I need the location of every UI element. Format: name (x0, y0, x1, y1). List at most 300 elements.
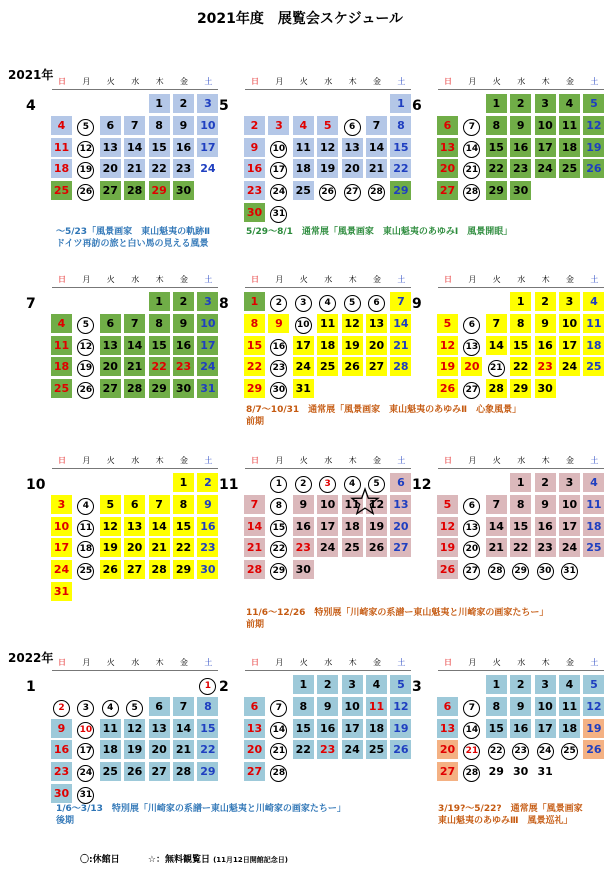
weekday-header: 火 (299, 658, 308, 667)
day-cell: 10 (559, 495, 580, 514)
closed-day-cell: 26 (75, 181, 96, 200)
closed-day-cell: 12 (75, 138, 96, 157)
year-label-2021: 2021年 (8, 68, 54, 82)
month-label: 12 (412, 477, 432, 493)
day-cell: 20 (342, 159, 363, 178)
weekday-header: 月 (82, 77, 91, 86)
day-cell: 24 (535, 159, 556, 178)
day-cell: 27 (437, 762, 458, 781)
weekday-header: 金 (180, 658, 188, 667)
closed-day-cell: 5 (124, 697, 145, 716)
closed-day-cell: 25 (75, 560, 96, 579)
month-calendar-11 (219, 455, 417, 615)
day-cell: 9 (268, 314, 289, 333)
day-cell: 4 (293, 116, 314, 135)
day-cell: 15 (293, 719, 314, 738)
day-cell: 25 (342, 538, 363, 557)
weekday-header: 月 (468, 456, 477, 465)
day-cell: 24 (317, 538, 338, 557)
closed-day-cell: 19 (75, 159, 96, 178)
closed-day-cell: 29 (510, 560, 531, 579)
day-cell: 22 (173, 538, 194, 557)
day-cell: 3 (535, 94, 556, 113)
day-cell: 24 (559, 538, 580, 557)
day-cell: 15 (149, 336, 170, 355)
day-cell: 25 (583, 538, 604, 557)
closed-day-cell: 15 (268, 517, 289, 536)
day-cell: 13 (124, 517, 145, 536)
month-calendar-12 (412, 455, 610, 615)
day-cell: 15 (510, 517, 531, 536)
day-cell: 19 (583, 138, 604, 157)
day-cell: 6 (149, 697, 170, 716)
closed-day-cell: 28 (461, 181, 482, 200)
day-cell: 20 (437, 159, 458, 178)
closed-day-cell: 24 (75, 762, 96, 781)
day-cell: 12 (583, 697, 604, 716)
weekday-header: 木 (155, 456, 164, 465)
closed-day-cell: 21 (486, 357, 507, 376)
day-cell: 14 (366, 138, 387, 157)
day-cell: 11 (51, 138, 72, 157)
day-cell: 24 (51, 560, 72, 579)
day-cell: 25 (559, 159, 580, 178)
month-label: 2 (219, 679, 229, 695)
day-cell: 3 (559, 292, 580, 311)
day-cell: 10 (51, 517, 72, 536)
day-cell: 16 (173, 138, 194, 157)
closed-day-cell: 6 (461, 314, 482, 333)
weekday-header: 水 (324, 275, 333, 284)
day-cell: 31 (293, 379, 314, 398)
day-cell: 8 (510, 314, 531, 333)
closed-day-cell: 4 (317, 292, 338, 311)
day-cell: 7 (486, 495, 507, 514)
closed-day-cell: 22 (268, 538, 289, 557)
closed-day-cell: 13 (461, 517, 482, 536)
closed-day-cell: 30 (535, 560, 556, 579)
header-rule (52, 287, 218, 288)
weekday-header: 土 (397, 456, 406, 465)
day-cell: 29 (197, 762, 218, 781)
day-cell: 4 (51, 116, 72, 135)
day-cell: 30 (293, 560, 314, 579)
weekday-header: 水 (131, 456, 140, 465)
closed-day-cell: 31 (75, 784, 96, 803)
weekday-header: 金 (566, 275, 574, 284)
day-cell: 20 (100, 357, 121, 376)
closed-day-cell: 3 (293, 292, 314, 311)
day-cell: 29 (149, 181, 170, 200)
day-cell: 19 (124, 740, 145, 759)
weekday-header: 水 (131, 658, 140, 667)
day-cell: 16 (197, 517, 218, 536)
closed-day-cell: 27 (461, 379, 482, 398)
day-cell: 26 (342, 357, 363, 376)
weekday-header: 月 (82, 275, 91, 284)
closed-day-cell: 13 (461, 336, 482, 355)
weekday-header: 水 (324, 77, 333, 86)
closed-day-cell: 17 (75, 740, 96, 759)
day-cell: 23 (510, 159, 531, 178)
day-cell: 3 (197, 292, 218, 311)
closed-day-cell: 17 (268, 159, 289, 178)
weekday-header: 土 (397, 275, 406, 284)
day-cell: 28 (149, 560, 170, 579)
weekday-header: 日 (444, 275, 452, 284)
header-rule (52, 670, 218, 671)
day-cell: 3 (197, 94, 218, 113)
day-cell: 12 (583, 116, 604, 135)
day-cell: 23 (317, 740, 338, 759)
legend-free-day-note: (11月12日開館記念日) (213, 856, 288, 864)
day-cell: 20 (100, 159, 121, 178)
day-cell: 22 (486, 159, 507, 178)
day-cell: 27 (149, 762, 170, 781)
weekday-header: 火 (492, 658, 501, 667)
month-calendar-7 (26, 274, 224, 434)
day-cell: 18 (100, 740, 121, 759)
day-cell: 25 (293, 181, 314, 200)
day-cell: 5 (317, 116, 338, 135)
exhibition-note-3: 8/7～10/31 通常展「風景画家 東山魁夷のあゆみⅡ 心象風景」 前期 (246, 405, 522, 427)
day-cell: 30 (513, 765, 529, 779)
day-cell: 24 (200, 162, 216, 176)
day-cell: 30 (510, 181, 531, 200)
closed-day-cell: 23 (510, 740, 531, 759)
day-cell: 10 (559, 314, 580, 333)
day-cell: 30 (51, 784, 72, 803)
day-cell: 12 (124, 719, 145, 738)
day-cell: 8 (149, 314, 170, 333)
weekday-header: 金 (180, 456, 188, 465)
month-calendar-10 (26, 455, 224, 615)
day-cell: 11 (559, 116, 580, 135)
day-cell: 28 (486, 379, 507, 398)
day-cell: 25 (51, 379, 72, 398)
closed-day-cell: 19 (75, 357, 96, 376)
day-cell: 31 (197, 379, 218, 398)
day-cell: 21 (173, 740, 194, 759)
day-cell: 25 (583, 357, 604, 376)
weekday-header: 木 (348, 456, 357, 465)
day-cell: 1 (486, 94, 507, 113)
day-cell: 17 (197, 336, 218, 355)
day-cell: 10 (535, 116, 556, 135)
header-rule (245, 468, 411, 469)
weekday-header: 水 (131, 275, 140, 284)
weekday-header: 月 (468, 77, 477, 86)
day-cell: 19 (317, 159, 338, 178)
day-cell: 9 (317, 697, 338, 716)
closed-day-cell: 14 (461, 719, 482, 738)
legend (80, 852, 288, 865)
day-cell: 14 (149, 517, 170, 536)
header-rule (438, 670, 604, 671)
day-cell: 1 (149, 292, 170, 311)
day-cell: 6 (437, 116, 458, 135)
weekday-header: 火 (492, 275, 501, 284)
day-cell: 7 (366, 116, 387, 135)
month-label: 6 (412, 98, 422, 114)
day-cell: 25 (317, 357, 338, 376)
closed-day-cell: 23 (268, 357, 289, 376)
day-cell: 2 (173, 94, 194, 113)
closed-day-cell: 20 (461, 538, 482, 557)
day-cell: 5 (390, 675, 411, 694)
day-cell: 6 (100, 314, 121, 333)
day-cell: 24 (197, 357, 218, 376)
day-cell: 26 (100, 560, 121, 579)
month-calendar-4 (26, 76, 224, 236)
day-cell: 26 (437, 560, 458, 579)
day-cell: 20 (366, 336, 387, 355)
day-cell: 22 (244, 357, 265, 376)
day-cell: 16 (510, 138, 531, 157)
weekday-header: 金 (180, 275, 188, 284)
month-label: 1 (26, 679, 36, 695)
day-cell: 14 (486, 336, 507, 355)
day-cell: 2 (510, 94, 531, 113)
day-cell: 22 (293, 740, 314, 759)
weekday-header: 水 (517, 77, 526, 86)
day-cell: 2 (317, 675, 338, 694)
header-rule (52, 468, 218, 469)
day-cell: 18 (51, 159, 72, 178)
day-cell: 22 (510, 538, 531, 557)
day-cell: 19 (437, 357, 458, 376)
weekday-header: 木 (541, 275, 550, 284)
weekday-header: 土 (204, 456, 213, 465)
day-cell: 11 (51, 336, 72, 355)
day-cell: 29 (149, 379, 170, 398)
day-cell: 31 (537, 765, 553, 779)
day-cell: 26 (583, 740, 604, 759)
weekday-header: 木 (541, 77, 550, 86)
weekday-header: 日 (58, 77, 66, 86)
day-cell: 2 (535, 473, 556, 492)
closed-day-cell: 21 (461, 740, 482, 759)
day-cell: 3 (535, 675, 556, 694)
closed-day-cell: 18 (75, 538, 96, 557)
closed-day-cell: 28 (366, 181, 387, 200)
closed-day-cell: 25 (559, 740, 580, 759)
weekday-header: 土 (397, 77, 406, 86)
day-cell: 22 (510, 357, 531, 376)
day-cell: 25 (100, 762, 121, 781)
day-cell: 10 (535, 697, 556, 716)
day-cell: 22 (149, 357, 170, 376)
day-cell: 18 (583, 517, 604, 536)
day-cell: 17 (342, 719, 363, 738)
day-cell: 9 (535, 314, 556, 333)
day-cell: 1 (486, 675, 507, 694)
weekday-header: 日 (251, 658, 259, 667)
day-cell: 9 (173, 116, 194, 135)
closed-day-cell: 5 (366, 473, 387, 492)
header-rule (52, 89, 218, 90)
day-cell: 1 (293, 675, 314, 694)
header-rule (438, 468, 604, 469)
day-cell: 7 (149, 495, 170, 514)
month-label: 5 (219, 98, 229, 114)
day-cell: 24 (293, 357, 314, 376)
day-cell: 6 (390, 473, 411, 492)
day-cell: 23 (197, 538, 218, 557)
day-cell: 8 (197, 697, 218, 716)
day-cell: 4 (583, 292, 604, 311)
weekday-header: 木 (348, 658, 357, 667)
day-cell: 7 (486, 314, 507, 333)
day-cell: 17 (197, 138, 218, 157)
day-cell: 18 (559, 719, 580, 738)
day-cell: 18 (366, 719, 387, 738)
day-cell: 8 (244, 314, 265, 333)
weekday-header: 水 (324, 658, 333, 667)
day-cell: 1 (149, 94, 170, 113)
day-cell: 3 (559, 473, 580, 492)
closed-day-cell: 12 (75, 336, 96, 355)
day-cell: 19 (100, 538, 121, 557)
day-cell: 15 (244, 336, 265, 355)
day-cell: 13 (149, 719, 170, 738)
header-rule (245, 287, 411, 288)
closed-day-cell: 7 (461, 116, 482, 135)
day-cell: 18 (583, 336, 604, 355)
legend-free-day: ☆：無料観覧日 (147, 855, 210, 865)
day-cell: 27 (124, 560, 145, 579)
day-cell: 19 (366, 517, 387, 536)
day-cell: 30 (173, 181, 194, 200)
weekday-header: 金 (373, 77, 381, 86)
closed-day-cell: 29 (268, 560, 289, 579)
closed-day-cell: 26 (317, 181, 338, 200)
closed-day-cell: 21 (268, 740, 289, 759)
day-cell: 18 (293, 159, 314, 178)
day-cell: 16 (535, 336, 556, 355)
weekday-header: 日 (444, 456, 452, 465)
day-cell: 9 (535, 495, 556, 514)
header-rule (245, 670, 411, 671)
month-calendar-3 (412, 657, 610, 817)
day-cell: 13 (437, 719, 458, 738)
closed-day-cell: 4 (75, 495, 96, 514)
day-cell: 24 (559, 357, 580, 376)
month-label: 3 (412, 679, 422, 695)
day-cell: 20 (390, 517, 411, 536)
month-label: 8 (219, 296, 229, 312)
weekday-header: 土 (204, 275, 213, 284)
weekday-header: 土 (397, 658, 406, 667)
day-cell: 15 (173, 517, 194, 536)
year-label-2022: 2022年 (8, 651, 54, 665)
weekday-header: 火 (106, 456, 115, 465)
day-cell: 13 (437, 138, 458, 157)
day-cell: 14 (124, 138, 145, 157)
day-cell: 7 (124, 116, 145, 135)
weekday-header: 木 (348, 77, 357, 86)
header-rule (438, 287, 604, 288)
day-cell: 21 (124, 357, 145, 376)
day-cell: 27 (244, 762, 265, 781)
day-cell: 18 (342, 517, 363, 536)
closed-day-cell: 24 (535, 740, 556, 759)
weekday-header: 木 (541, 456, 550, 465)
day-cell: 30 (535, 379, 556, 398)
day-cell: 17 (317, 517, 338, 536)
weekday-header: 火 (492, 456, 501, 465)
closed-day-cell: 5 (342, 292, 363, 311)
day-cell: 10 (342, 697, 363, 716)
closed-day-cell: 31 (559, 560, 580, 579)
page-title: 2021年度 展覧会スケジュール (196, 11, 404, 27)
day-cell: 16 (51, 740, 72, 759)
day-cell: 22 (149, 159, 170, 178)
closed-day-cell: 28 (268, 762, 289, 781)
weekday-header: 土 (590, 77, 599, 86)
weekday-header: 月 (275, 275, 284, 284)
day-cell: 11 (583, 314, 604, 333)
day-cell: 21 (124, 159, 145, 178)
closed-day-cell: 5 (75, 314, 96, 333)
day-cell: 30 (244, 203, 265, 222)
month-label: 10 (26, 477, 46, 493)
day-cell: 20 (149, 740, 170, 759)
month-calendar-6 (412, 76, 610, 236)
weekday-header: 火 (492, 77, 501, 86)
closed-day-cell: 2 (268, 292, 289, 311)
month-label: 7 (26, 296, 36, 312)
day-cell: 29 (173, 560, 194, 579)
weekday-header: 日 (251, 456, 259, 465)
day-cell: 13 (100, 138, 121, 157)
day-cell: 6 (437, 697, 458, 716)
day-cell: 2 (197, 473, 218, 492)
day-cell: 29 (486, 181, 507, 200)
day-cell: 17 (535, 719, 556, 738)
day-cell: 17 (559, 336, 580, 355)
weekday-header: 日 (251, 275, 259, 284)
day-cell: 23 (293, 538, 314, 557)
day-cell: 22 (197, 740, 218, 759)
exhibition-note-1: ～5/23「風景画家 東山魁夷の軌跡Ⅱ ドイツ再訪の旅と白い馬の見える風景 (56, 227, 211, 249)
day-cell: 9 (197, 495, 218, 514)
weekday-header: 土 (204, 658, 213, 667)
day-cell: 13 (100, 336, 121, 355)
closed-day-cell: 22 (486, 740, 507, 759)
day-cell: 23 (535, 357, 556, 376)
month-calendar-5 (219, 76, 417, 236)
day-cell: 13 (244, 719, 265, 738)
day-cell: 10 (317, 495, 338, 514)
closed-day-cell: 2 (51, 697, 72, 716)
day-cell: 23 (244, 181, 265, 200)
day-cell: 1 (390, 94, 411, 113)
closed-day-cell: 30 (268, 379, 289, 398)
day-cell: 4 (583, 473, 604, 492)
month-label: 11 (219, 477, 239, 493)
closed-day-cell: 7 (268, 697, 289, 716)
day-cell: 12 (317, 138, 338, 157)
weekday-header: 火 (299, 77, 308, 86)
weekday-header: 月 (275, 77, 284, 86)
day-cell: 16 (173, 336, 194, 355)
month-label: 4 (26, 98, 36, 114)
day-cell: 7 (173, 697, 194, 716)
day-cell: 26 (390, 740, 411, 759)
day-cell: 15 (197, 719, 218, 738)
closed-day-cell: 27 (461, 560, 482, 579)
